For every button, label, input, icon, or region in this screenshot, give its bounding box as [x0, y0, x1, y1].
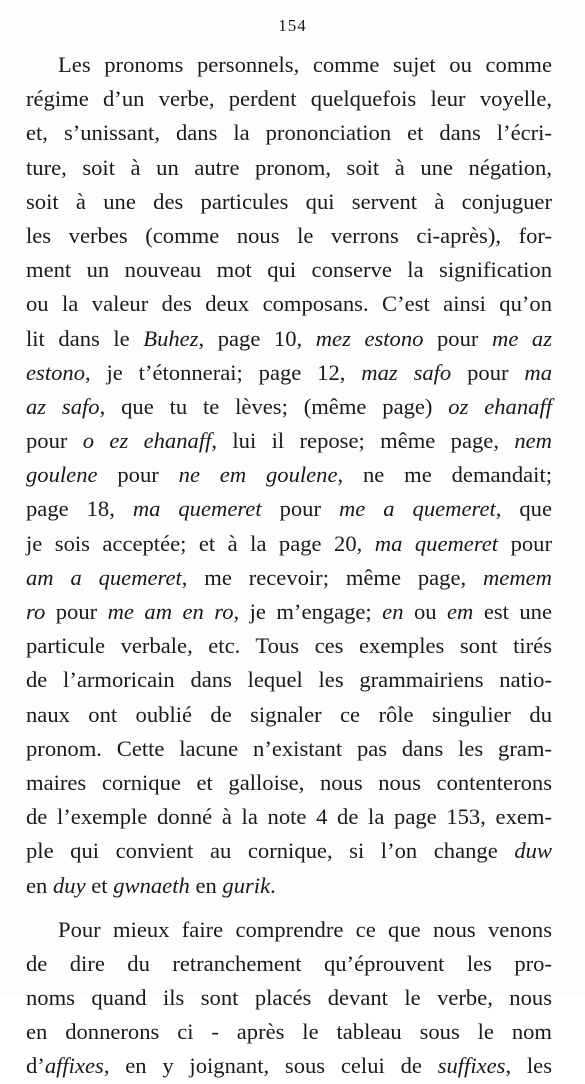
text-line: régime d’un verbe, perdent quelquefois leur voyelle,	[26, 86, 552, 112]
text-line: les verbes (comme nous le verrons ci-après), for-	[26, 222, 552, 248]
text-line: goulene pour ne em goulene, ne me demandait;	[26, 462, 552, 488]
text-line: en donnerons ci - après le tableau sous le nom	[26, 1019, 552, 1045]
text-line: page 18, ma quemeret pour me a quemeret, que	[26, 496, 552, 522]
text-line: maires cornique et galloise, nous nous contenterons	[26, 769, 552, 795]
text-line: de dire du retranchement qu’éprouvent les pro-	[26, 950, 552, 976]
text-line: noms quand ils sont placés devant le verbe, nous	[26, 985, 552, 1011]
paragraph-gap	[26, 903, 552, 913]
text-line: ou la valeur des deux composans. C’est ainsi qu’on	[26, 291, 552, 317]
text-line: ple qui convient au cornique, si l’on change duw	[26, 838, 552, 864]
text-line: pour o ez ehanaff, lui il repose; même page, nem	[26, 428, 552, 454]
paragraph	[26, 913, 552, 1084]
text-line: de l’exemple donné à la note 4 de la page 153, exem-	[26, 804, 552, 830]
text-line: de l’armoricain dans lequel les grammairiens natio-	[26, 667, 552, 693]
text-line: soit à une des particules qui servent à conjuguer	[26, 188, 552, 214]
text-line: naux ont oublié de signaler ce rôle singulier du	[26, 701, 552, 727]
text-line: ment un nouveau mot qui conserve la signification	[26, 257, 552, 283]
text-line: particule verbale, etc. Tous ces exemples sont tirés	[26, 633, 552, 659]
text-line: d’affixes, en y joignant, sous celui de suffixes, les	[26, 1053, 552, 1079]
text-line: en duy et gwnaeth en gurik.	[26, 872, 276, 898]
paragraph	[26, 48, 552, 903]
text-line: Les pronoms personnels, comme sujet ou comme	[58, 52, 552, 77]
text-line: estono, je t’étonnerai; page 12, maz safo pour ma	[26, 359, 552, 385]
text-line: ture, soit à un autre pronom, soit à une négation,	[26, 154, 552, 180]
text-line: ro pour me am en ro, je m’engage; en ou em est une	[26, 599, 553, 624]
text-line: lit dans le Buhez, page 10, mez estono pour me az	[26, 325, 553, 351]
text-line: Pour mieux faire comprendre ce que nous venons	[58, 916, 552, 942]
text-line: je sois acceptée; et à la page 20, ma quemeret pour	[26, 530, 552, 556]
text-line: pronom. Cette lacune n’existant pas dans les gram-	[26, 735, 552, 761]
text-line: et, s’unissant, dans la prononciation et dans l’écri-	[26, 120, 552, 146]
body-text	[26, 48, 552, 1084]
text-line: az safo, que tu te lèves; (même page) oz ehanaff	[26, 393, 553, 419]
text-line: am a quemeret, me recevoir; même page, memem	[26, 564, 552, 590]
page-number: 154	[278, 16, 307, 35]
